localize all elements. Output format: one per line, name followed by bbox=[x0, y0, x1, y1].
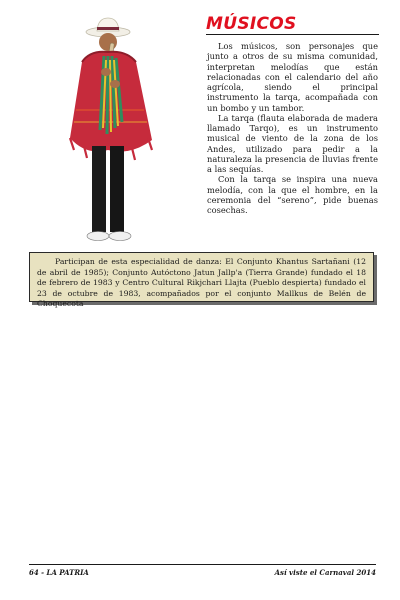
article-title: MÚSICOS bbox=[206, 14, 297, 34]
title-divider bbox=[206, 34, 379, 35]
shoe-left bbox=[87, 232, 109, 241]
musician-photo bbox=[60, 10, 170, 245]
article-body bbox=[207, 41, 378, 215]
infobox-text: Participan de esta especialidad de danza: El Conjunto Khantus Sartañani (12 de abril de 1985); Conjunto Autóctono Jatun Jallp'a (Tierra Grande) fundado el 18 de febrero de 1983 y Centro Cultural Rikjchari Llajta (Pueblo despierta) fundado el 23 de octubre de 1983, acompañados por el conjunto Mallkus de Belén de Choquecota bbox=[37, 257, 366, 309]
face bbox=[99, 33, 117, 51]
trousers bbox=[92, 146, 106, 232]
paragraph-1: Los músicos, son personajes que junto a otros de su misma comunidad, interpretan melodías que están relacionadas con el calendario del año agrícola, siendo el principal instrumento la tarqa, acompañada con un bombo y un tambor. bbox=[207, 41, 378, 113]
footer-publication-label: Así viste el Carnaval 2014 bbox=[274, 568, 376, 577]
paragraph-3: Con la tarqa se inspira una nueva melodía, con la que el hombre, en la ceremonia del “sereno”, pide buenas cosechas. bbox=[207, 174, 378, 215]
paragraph-2: La tarqa (flauta elaborada de madera llamado Tarqo), es un instrumento musical de viento de la zona de los Andes, utilizado para pedir a la naturaleza la presencia de lluvias frente a las sequías. bbox=[207, 112, 378, 174]
shoe-right bbox=[109, 232, 131, 241]
footer-page-label: 64 - LA PATRIA bbox=[29, 568, 89, 577]
ensembles-infobox bbox=[29, 252, 374, 309]
footer-divider bbox=[29, 564, 376, 565]
